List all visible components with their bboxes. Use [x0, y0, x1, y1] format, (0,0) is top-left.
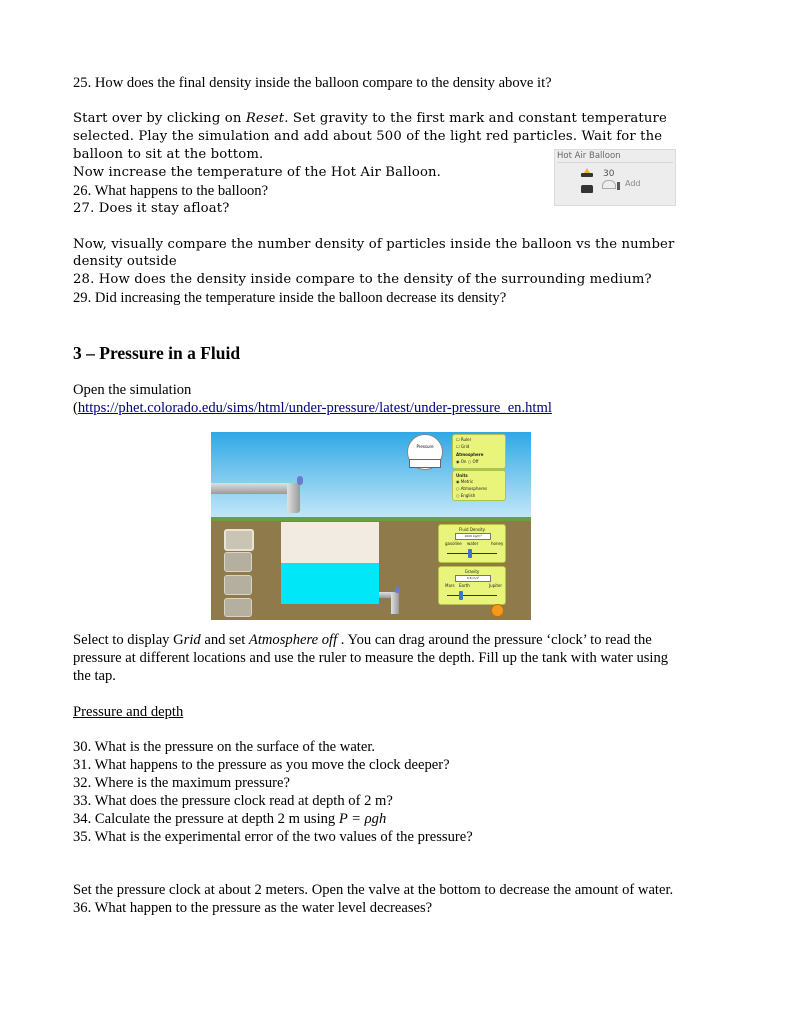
select-instruction-line-3: the tap. — [73, 668, 116, 684]
pressure-gauge-label: Pressure — [416, 444, 434, 449]
compare-line-2: density outside — [73, 254, 177, 269]
question-31: 31. What happens to the pressure as you move the clock deeper? — [73, 757, 450, 773]
question-36: 36. What happen to the pressure as the water level decreases? — [73, 900, 433, 916]
heater-icon — [581, 168, 593, 177]
fluid-density-label: Fluid Density — [458, 527, 486, 532]
question-35: 35. What is the experimental error of the two values of the pressure? — [73, 829, 473, 845]
instruction-line-4: Now increase the temperature of the Hot Air Balloon. — [73, 165, 442, 180]
select-instruction-line-2: pressure at different locations and use the ruler to measure the depth. Fill up the tank with water using — [73, 650, 669, 666]
temperature-value: 30 — [603, 169, 615, 179]
under-pressure-simulation-image — [211, 432, 531, 620]
scene-button-4[interactable] — [224, 598, 252, 617]
add-button[interactable]: Add — [625, 179, 641, 188]
question-30: 30. What is the pressure on the surface of the water. — [73, 739, 376, 755]
units-atmospheres-radio[interactable]: ○ Atmospheres — [456, 486, 488, 491]
hot-air-balloon-panel — [554, 149, 676, 206]
units-label: Units — [456, 473, 468, 478]
water-fill — [281, 563, 379, 604]
pump-handle-icon[interactable] — [602, 180, 616, 189]
fluid-density-slider[interactable] — [468, 549, 472, 558]
drain-valve-icon[interactable] — [395, 587, 400, 593]
compare-line-1: Now, visually compare the number density of particles inside the balloon vs the number — [73, 237, 675, 252]
fluid-density-value: 1000 kg/m³ — [455, 533, 491, 540]
question-34: 34. Calculate the pressure at depth 2 m using P = ρgh — [73, 811, 387, 827]
question-28: 28. How does the density inside compare to the density of the surrounding medium? — [73, 272, 652, 287]
pressure-readout — [409, 459, 441, 468]
earth-label: Earth — [459, 583, 470, 588]
panel-divider — [557, 162, 673, 163]
instruction-line-3: balloon to sit at the bottom. — [73, 147, 264, 162]
faucet-pipe — [211, 483, 299, 494]
valve-instruction: Set the pressure clock at about 2 meters. Open the valve at the bottom to decrease the amount of water. — [73, 882, 674, 898]
scene-button-2[interactable] — [224, 552, 252, 572]
atmosphere-radios[interactable]: ◉ On ○ Off — [456, 459, 479, 464]
grid-checkbox[interactable]: ☐ Grid — [456, 444, 470, 449]
question-26: 26. What happens to the balloon? — [73, 183, 269, 199]
atmosphere-label: Atmosphere — [456, 452, 484, 457]
units-panel — [452, 470, 506, 501]
honey-label: honey — [491, 541, 504, 546]
mars-label: Mars — [445, 583, 455, 588]
question-27: 27. Does it stay afloat? — [73, 201, 230, 216]
gravity-panel — [438, 566, 506, 605]
instruction-line-1: Start over by clicking on Reset. Set gravity to the first mark and constant temperature — [73, 111, 667, 126]
ruler-checkbox[interactable]: ☐ Ruler — [456, 437, 472, 442]
reset-icon[interactable] — [491, 604, 504, 617]
pump-icon — [617, 182, 620, 190]
faucet-spout — [287, 483, 300, 513]
section-title: 3 – Pressure in a Fluid — [73, 343, 241, 363]
gasoline-label: gasoline — [445, 541, 462, 546]
reset-emphasis: Reset. — [245, 111, 289, 126]
drain-spout — [391, 592, 399, 614]
gravity-track — [447, 595, 497, 596]
open-simulation-text: Open the simulation — [73, 382, 192, 398]
units-metric-radio[interactable]: ◉ Metric — [456, 479, 474, 484]
cooler-icon — [581, 185, 593, 193]
gravity-label: Gravity — [464, 569, 480, 574]
fluid-density-track — [447, 553, 497, 554]
simulation-link-line: (https://phet.colorado.edu/sims/html/under-pressure/latest/under-pressure_en.html — [73, 400, 552, 416]
fluid-density-panel — [438, 524, 506, 563]
question-33: 33. What does the pressure clock read at depth of 2 m? — [73, 793, 393, 809]
jupiter-label: Jupiter — [489, 583, 503, 588]
question-25: 25. How does the final density inside the balloon compare to the density above it? — [73, 75, 552, 91]
faucet-handle-icon[interactable] — [297, 476, 303, 485]
pressure-depth-subheading: Pressure and depth — [73, 704, 184, 720]
gravity-slider[interactable] — [459, 591, 463, 600]
hot-air-balloon-title: Hot Air Balloon — [557, 151, 621, 161]
gravity-value: 9.8 m/s² — [455, 575, 491, 582]
options-panel — [452, 434, 506, 469]
water-label: water — [467, 541, 479, 546]
question-32: 32. Where is the maximum pressure? — [73, 775, 290, 791]
units-english-radio[interactable]: ○ English — [456, 493, 476, 498]
scene-button-1[interactable] — [224, 529, 254, 551]
instruction-line-2: selected. Play the simulation and add about 500 of the light red particles. Wait for the — [73, 129, 663, 144]
select-instruction-line-1: Select to display Grid and set Atmosphere off . You can drag around the pressure ‘clock’ to read the — [73, 632, 652, 648]
grass-line — [211, 517, 531, 521]
simulation-link[interactable]: https://phet.colorado.edu/sims/html/under-pressure/latest/under-pressure_en.html — [77, 400, 552, 416]
question-29: 29. Did increasing the temperature inside the balloon decrease its density? — [73, 290, 507, 306]
pressure-formula: P = ρgh — [338, 811, 387, 827]
section-heading — [73, 343, 240, 364]
scene-button-3[interactable] — [224, 575, 252, 595]
